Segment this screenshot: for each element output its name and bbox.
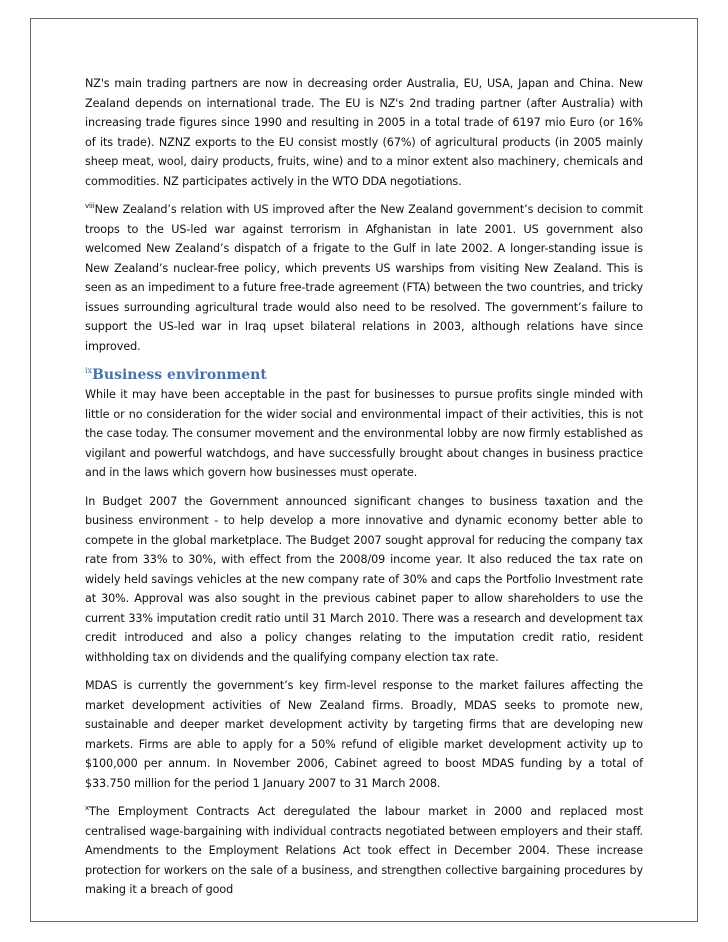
endnote-marker[interactable]: ix: [85, 366, 93, 375]
paragraph-text: New Zealand’s relation with US improved after the New Zealand government’s decision to commit troops to the US-led war against terrorism in Afghanistan in late 2001. US government also welcomed New Zealand’s dispatch of a frigate to the Gulf in late 2002. A longer-standing issue is New Zealand’s nuclear-free policy, which prevents US warships from visiting New Zealand. This is seen as an impediment to a future free-trade agreement (FTA) between the two countries, and tricky issues surrounding agricultural trade would also need to be resolved. The government’s failure to support the US-led war in Iraq upset bilateral relations in 2003, although relations have since improved.: [85, 203, 643, 353]
section-heading: [85, 365, 643, 385]
paragraph-budget-2007: [85, 492, 643, 668]
endnote-marker[interactable]: viii: [85, 202, 95, 210]
paragraph-employment: [85, 802, 643, 900]
paragraph-business-intro: [85, 385, 643, 483]
paragraph-text: The Employment Contracts Act deregulated the labour market in 2000 and replaced most centralised wage-bargaining with individual contracts negotiated between employers and their staff. Amendments to the Employment Relations Act took effect in December 2004. These increase protection for workers on the sale of a business, and strengthen collective bargaining procedures by making it a breach of good: [85, 805, 643, 896]
paragraph-text: NZ's main trading partners are now in decreasing order Australia, EU, USA, Japan and China. New Zealand depends on international trade. The EU is NZ's 2nd trading partner (after Australia) with increasing trade figures since 1990 and resulting in 2005 in a total trade of 6197 mio Euro (or 16% of its trade). NZNZ exports to the EU consist mostly (67%) of agricultural products (in 2005 mainly sheep meat, wool, dairy products, fruits, wine) and to a minor extent also machinery, chemicals and commodities. NZ participates actively in the WTO DDA negotiations.: [85, 77, 643, 188]
section-heading-text: Business environment: [92, 367, 267, 383]
paragraph-mdas: [85, 676, 643, 793]
endnote-marker[interactable]: x: [85, 804, 90, 812]
paragraph-text: In Budget 2007 the Government announced significant changes to business taxation and the business environment - to help develop a more innovative and dynamic economy better able to compete in the global marketplace. The Budget 2007 sought approval for reducing the company tax rate from 33% to 30%, with effect from the 2008/09 income year. It also reduced the tax rate on widely held savings vehicles at the new company rate of 30% and caps the Portfolio Investment rate at 30%. Approval was also sought in the previous cabinet paper to allow shareholders to use the current 33% imputation credit ratio until 31 March 2010. There was a research and development tax credit introduced and also a policy changes relating to the imputation credit ratio, resident withholding tax on dividends and the qualifying company election tax rate.: [85, 494, 643, 664]
document-body: [85, 74, 643, 900]
paragraph-us-relations: [85, 200, 643, 356]
paragraph-text: While it may have been acceptable in the past for businesses to pursue profits single minded with little or no consideration for the wider social and environmental impact of their activities, this is not the case today. The consumer movement and the environmental lobby are now firmly established as vigilant and powerful watchdogs, and have successfully brought about changes in business practice and in the laws which govern how businesses must operate.: [85, 388, 643, 479]
paragraph-text: MDAS is currently the government’s key firm-level response to the market failures affecting the market development activities of New Zealand firms. Broadly, MDAS seeks to promote new, sustainable and deeper market development activity by targeting firms that are developing new markets. Firms are able to apply for a 50% refund of eligible market development activity up to $100,000 per annum. In November 2006, Cabinet agreed to boost MDAS funding by a total of $33.750 million for the period 1 January 2007 to 31 March 2008.: [85, 679, 643, 790]
paragraph-trading-partners: [85, 74, 643, 191]
